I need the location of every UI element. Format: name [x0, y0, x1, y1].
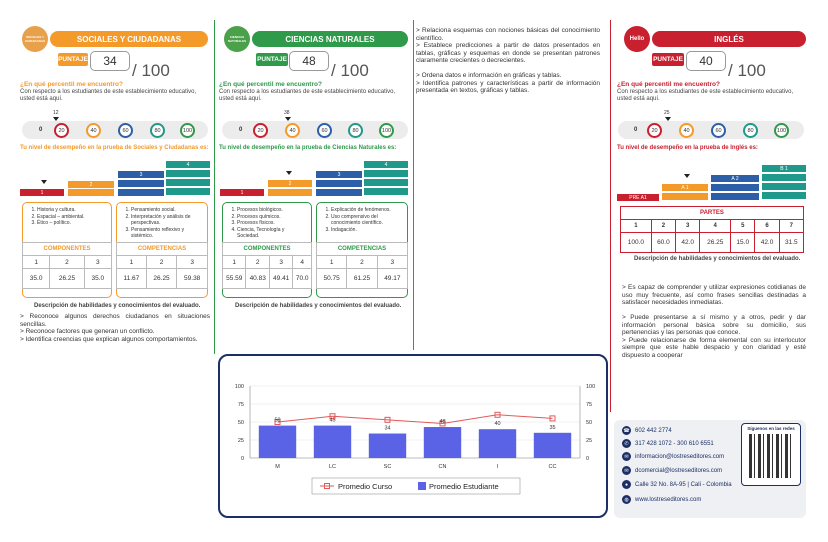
componentes-header: COMPONENTES	[23, 243, 112, 256]
ingles-percentile-value: 25	[664, 110, 670, 116]
sociales-puntaje-label: PUNTAJE	[58, 53, 88, 66]
ingles-level-a1-base	[662, 193, 708, 200]
sociales-score: 34	[90, 51, 130, 71]
table-cell: 40.83	[246, 269, 269, 289]
y-tick-label: 75	[237, 402, 244, 408]
sociales-bullets: > Reconoce algunos derechos ciudadanos en situaciones sencillas. > Reconoce factores que generan un conflicto. > Identifica creencias que explican algunos comportamientos.	[20, 313, 210, 343]
contact-email2[interactable]: ✉ dcomercial@lostreseditores.com	[622, 466, 722, 475]
table-cell: 70.0	[293, 269, 312, 289]
list-item: 2. Espacial – ambiental.	[37, 214, 107, 221]
competencias-header: COMPETENCIAS	[117, 243, 208, 256]
chart-bar	[479, 429, 516, 458]
sociales-level-4-c	[166, 188, 210, 195]
legend-label: Promedio Estudiante	[429, 482, 499, 491]
sociales-level-2-base	[68, 189, 114, 196]
phone-icon: ☎	[623, 427, 630, 434]
table-cell: 55.59	[223, 269, 246, 289]
table-cell: 26.25	[700, 233, 731, 253]
y2-tick-label: 100	[586, 384, 596, 390]
ingles-puntaje-label: PUNTAJE	[652, 53, 684, 66]
ingles-level-a2-b	[711, 193, 759, 200]
y-tick-label: 25	[237, 438, 244, 444]
divider-1	[214, 20, 215, 354]
naturales-scale-40: 40	[285, 123, 300, 138]
legend-label: Promedio Curso	[338, 482, 393, 491]
naturales-score: 48	[289, 51, 329, 71]
chart-bar	[314, 426, 351, 458]
sociales-level-4: 4	[166, 161, 210, 168]
table-cell: 2	[146, 256, 177, 269]
sociales-level-marker	[41, 180, 47, 184]
naturales-bullets: > Relaciona esquemas con nociones básicas del conocimiento científico. > Establece predicciones a partir de datos presentados en tablas, gráficas y esquemas en donde se presentan patrones claramente crecientes o decrecientes. > Ordena datos e información en gráficas y tablas. > Identifica patrones y características a partir de información presentada en textos, gráficas y tablas.	[416, 27, 600, 94]
sociales-logo: SOCIALES Y CIUDADANAS	[22, 26, 48, 52]
naturales-logo: CIENCIAS NATURALES	[224, 26, 250, 52]
naturales-level-3-b	[316, 189, 362, 196]
table-cell: 15.0	[731, 233, 755, 253]
sociales-componentes-table	[22, 242, 112, 289]
naturales-scale-60: 60	[317, 123, 332, 138]
x-tick-label: M	[275, 464, 280, 470]
sociales-competencias-list	[117, 203, 207, 240]
list-item: 1. Historia y cultura.	[37, 207, 107, 214]
naturales-percentile-value: 38	[284, 110, 290, 116]
sociales-scale-40: 40	[86, 123, 101, 138]
ingles-desc: Descripción de habilidades y conocimientos del evaluado.	[634, 256, 801, 262]
ingles-logo: Hello	[624, 26, 650, 52]
table-cell: 1	[117, 256, 147, 269]
table-cell: 5	[731, 220, 755, 233]
contact-phone2[interactable]: ✆ 317 428 1072 - 300 610 6551	[622, 439, 714, 448]
data-label: 48	[439, 419, 446, 426]
x-tick-label: CN	[438, 464, 447, 470]
ingles-level-b1: B 1	[762, 165, 806, 172]
list-item: 1. Explicación de fenómenos.	[331, 207, 403, 214]
ingles-scale-20: 20	[647, 123, 662, 138]
naturales-scale-80: 80	[348, 123, 363, 138]
sociales-zero: 0	[39, 127, 43, 133]
ingles-level-a1: A 1	[662, 184, 708, 191]
table-cell: 4	[293, 256, 312, 269]
sociales-percentile-value: 12	[53, 110, 59, 116]
naturales-desc: Descripción de habilidades y conocimientos del evaluado.	[235, 303, 402, 309]
table-cell: 3	[269, 256, 292, 269]
list-item: 2. Procesos químicos.	[237, 214, 307, 221]
table-cell: 2	[50, 256, 84, 269]
list-item: 4. Ciencia, Tecnología y Sociedad.	[237, 227, 307, 240]
list-item: 2. Uso comprensivo del conocimiento científico.	[331, 214, 403, 227]
table-cell: 42.0	[755, 233, 779, 253]
legend-bar-swatch	[418, 482, 426, 490]
naturales-level-title: Tu nivel de desempeño en la prueba de Ciencias Naturales es:	[219, 145, 397, 151]
ingles-scale-80: 80	[743, 123, 758, 138]
table-cell: 59.38	[177, 269, 208, 289]
ingles-level-title: Tu nivel de desempeño en la prueba de Inglés es:	[617, 145, 758, 151]
list-item: 1. Procesos biológicos.	[237, 207, 307, 214]
ingles-level-b1-b	[762, 183, 806, 190]
sociales-scale-60: 60	[118, 123, 133, 138]
divider-3	[610, 20, 611, 412]
list-item: 3. Indagación.	[331, 227, 403, 234]
sociales-question: ¿En qué percentil me encuentro?	[20, 81, 123, 88]
table-cell: 35.0	[23, 269, 50, 289]
ingles-level-a2: A 2	[711, 175, 759, 182]
chart-panel	[218, 354, 608, 518]
sociales-level-2: 2	[68, 181, 114, 188]
table-cell: 1	[23, 256, 50, 269]
sociales-level-4-a	[166, 170, 210, 177]
chart-bar	[369, 434, 406, 458]
table-cell: 42.0	[676, 233, 700, 253]
naturales-level-marker	[286, 171, 292, 175]
x-tick-label: CC	[548, 464, 557, 470]
table-cell: 3	[676, 220, 700, 233]
data-label: 35	[549, 424, 556, 431]
sociales-title: SOCIALES Y CIUDADANAS	[50, 31, 208, 47]
table-cell: 2	[347, 256, 377, 269]
ingles-level-b1-a	[762, 174, 806, 181]
whatsapp-icon: ✆	[622, 439, 631, 448]
table-cell: 3	[177, 256, 208, 269]
ingles-bullets: > Es capaz de comprender y utilizar expresiones cotidianas de uso muy frecuente, así como frases sencillas destinadas a satisfacer necesidades inmediatas. > Puede presentarse a sí mismo y a otros, pedir y dar información personal básica sobre su domicilio, sus pertenencias y las personas que conoce. > Puede relacionarse de forma elemental con su interlocutor siempre que este hable despacio y con claridad y esté dispuesto a cooperar	[622, 284, 806, 359]
y-tick-label: 100	[234, 384, 244, 390]
y2-tick-label: 50	[586, 420, 593, 426]
mail-icon: ✉	[622, 466, 631, 475]
naturales-level-4-a	[364, 170, 408, 177]
naturales-max: / 100	[331, 61, 369, 80]
ingles-scale-100: 100	[774, 123, 789, 138]
naturales-title: CIENCIAS NATURALES	[252, 31, 408, 47]
ingles-max: / 100	[728, 61, 766, 80]
table-cell: 60.0	[651, 233, 675, 253]
sociales-scale-100: 100	[180, 123, 195, 138]
ingles-level-pre-a1: PRE A1	[617, 194, 659, 201]
naturales-puntaje-label: PUNTAJE	[256, 53, 288, 66]
sociales-scale-80: 80	[150, 123, 165, 138]
divider-2	[413, 20, 414, 350]
ingles-partes-table	[620, 206, 804, 253]
naturales-competencias-table	[316, 242, 408, 289]
componentes-header: COMPONENTES	[223, 243, 312, 256]
naturales-componentes-list	[223, 203, 311, 240]
qr-code-icon	[749, 434, 793, 478]
ingles-level-a2-a	[711, 184, 759, 191]
sociales-desc: Descripción de habilidades y conocimientos del evaluado.	[34, 303, 201, 309]
ingles-level-b1-c	[762, 192, 806, 199]
contact-address: ● Calle 32 No. 8A-95 | Cali - Colombia	[622, 480, 732, 489]
naturales-level-4: 4	[364, 161, 408, 168]
data-label: 34	[384, 425, 391, 432]
table-cell: 1	[223, 256, 246, 269]
social-label: Síguenos en las redes	[747, 426, 795, 431]
table-cell: 35.0	[84, 269, 111, 289]
ingles-scale-60: 60	[711, 123, 726, 138]
table-cell: 49.17	[377, 269, 407, 289]
sociales-level-3-a	[118, 180, 164, 187]
data-label: 50	[274, 417, 281, 424]
naturales-level-2-base	[268, 189, 312, 196]
naturales-competencias-list	[317, 203, 407, 233]
contact-email1[interactable]: ✉ informacion@lostreseditores.com	[622, 452, 724, 461]
ingles-title: INGLÉS	[652, 31, 806, 47]
table-cell: 11.67	[117, 269, 147, 289]
list-item: 3. Procesos físicos.	[237, 220, 307, 227]
chart-bar	[259, 426, 296, 458]
contact-panel	[614, 420, 806, 518]
list-item: 2. Interpretación y análisis de perspectivas.	[131, 214, 203, 227]
naturales-scale-20: 20	[253, 123, 268, 138]
y-tick-label: 0	[240, 456, 244, 462]
naturales-level-4-b	[364, 179, 408, 186]
sociales-componentes-list	[23, 203, 111, 227]
naturales-level-4-c	[364, 188, 408, 195]
y2-tick-label: 25	[586, 438, 593, 444]
y2-tick-label: 75	[586, 402, 593, 408]
data-label: 45	[329, 417, 336, 424]
sociales-level-title: Tu nivel de desempeño en la prueba de Sociales y Ciudadanas es:	[20, 145, 209, 151]
comparison-chart	[220, 356, 606, 516]
list-item: 1. Pensamiento social.	[131, 207, 203, 214]
y2-tick-label: 0	[586, 456, 590, 462]
naturales-level-3: 3	[316, 171, 362, 178]
sociales-level-4-b	[166, 179, 210, 186]
contact-phone1[interactable]: ☎ 602 442 2774	[623, 427, 672, 434]
competencias-header: COMPETENCIAS	[317, 243, 408, 256]
sociales-marker	[53, 117, 59, 121]
table-cell: 50.75	[317, 269, 347, 289]
table-cell: 31.5	[779, 233, 803, 253]
sociales-max: / 100	[132, 61, 170, 80]
table-cell: 6	[755, 220, 779, 233]
naturales-level-2: 2	[268, 180, 312, 187]
chart-bar	[424, 427, 461, 458]
ingles-level-marker	[684, 174, 690, 178]
list-item: 3. Ético – político.	[37, 220, 107, 227]
globe-icon: ◍	[622, 495, 631, 504]
naturales-level-3-a	[316, 180, 362, 187]
ingles-scale-40: 40	[679, 123, 694, 138]
ingles-marker	[665, 117, 671, 121]
table-cell: 3	[84, 256, 111, 269]
contact-web[interactable]: ◍ www.lostreseditores.com	[622, 495, 701, 504]
sociales-level-3-b	[118, 189, 164, 196]
list-item: 3. Pensamiento reflexivo y sistémico.	[131, 227, 203, 240]
table-cell: 1	[317, 256, 347, 269]
data-label: 40	[494, 421, 501, 428]
table-cell: 49.41	[269, 269, 292, 289]
table-cell: 2	[246, 256, 269, 269]
ingles-question: ¿En qué percentil me encuentro?	[617, 81, 720, 88]
table-cell: 1	[621, 220, 652, 233]
partes-header: PARTES	[621, 207, 804, 220]
table-cell: 3	[377, 256, 407, 269]
y-tick-label: 50	[237, 420, 244, 426]
table-cell: 26.25	[50, 269, 84, 289]
location-icon: ●	[622, 480, 631, 489]
naturales-subtext: Con respecto a los estudiantes de este establecimiento educativo, usted está aquí.	[219, 89, 396, 102]
ingles-zero: 0	[634, 127, 638, 133]
naturales-level-1: 1	[220, 189, 264, 196]
naturales-question: ¿En qué percentil me encuentro?	[219, 81, 322, 88]
table-cell: 26.25	[146, 269, 177, 289]
table-cell: 7	[779, 220, 803, 233]
naturales-marker	[285, 117, 291, 121]
table-cell: 4	[700, 220, 731, 233]
sociales-level-1: 1	[20, 189, 64, 196]
x-tick-label: SC	[383, 464, 392, 470]
naturales-zero: 0	[239, 127, 243, 133]
table-cell: 61.25	[347, 269, 377, 289]
x-tick-label: LC	[328, 464, 337, 470]
ingles-score: 40	[686, 51, 726, 71]
sociales-level-3: 3	[118, 171, 164, 178]
chart-bar	[534, 433, 571, 458]
sociales-subtext: Con respecto a los estudiantes de este establecimiento educativo, usted está aquí.	[20, 89, 197, 102]
naturales-componentes-table	[222, 242, 312, 289]
sociales-competencias-table	[116, 242, 208, 289]
qr-box	[741, 423, 801, 486]
naturales-scale-100: 100	[379, 123, 394, 138]
mail-icon: ✉	[622, 452, 631, 461]
sociales-scale-20: 20	[54, 123, 69, 138]
ingles-subtext: Con respecto a los estudiantes de este establecimiento educativo, usted está aquí.	[617, 89, 794, 102]
table-cell: 2	[651, 220, 675, 233]
table-cell: 100.0	[621, 233, 652, 253]
x-tick-label: I	[496, 464, 499, 470]
